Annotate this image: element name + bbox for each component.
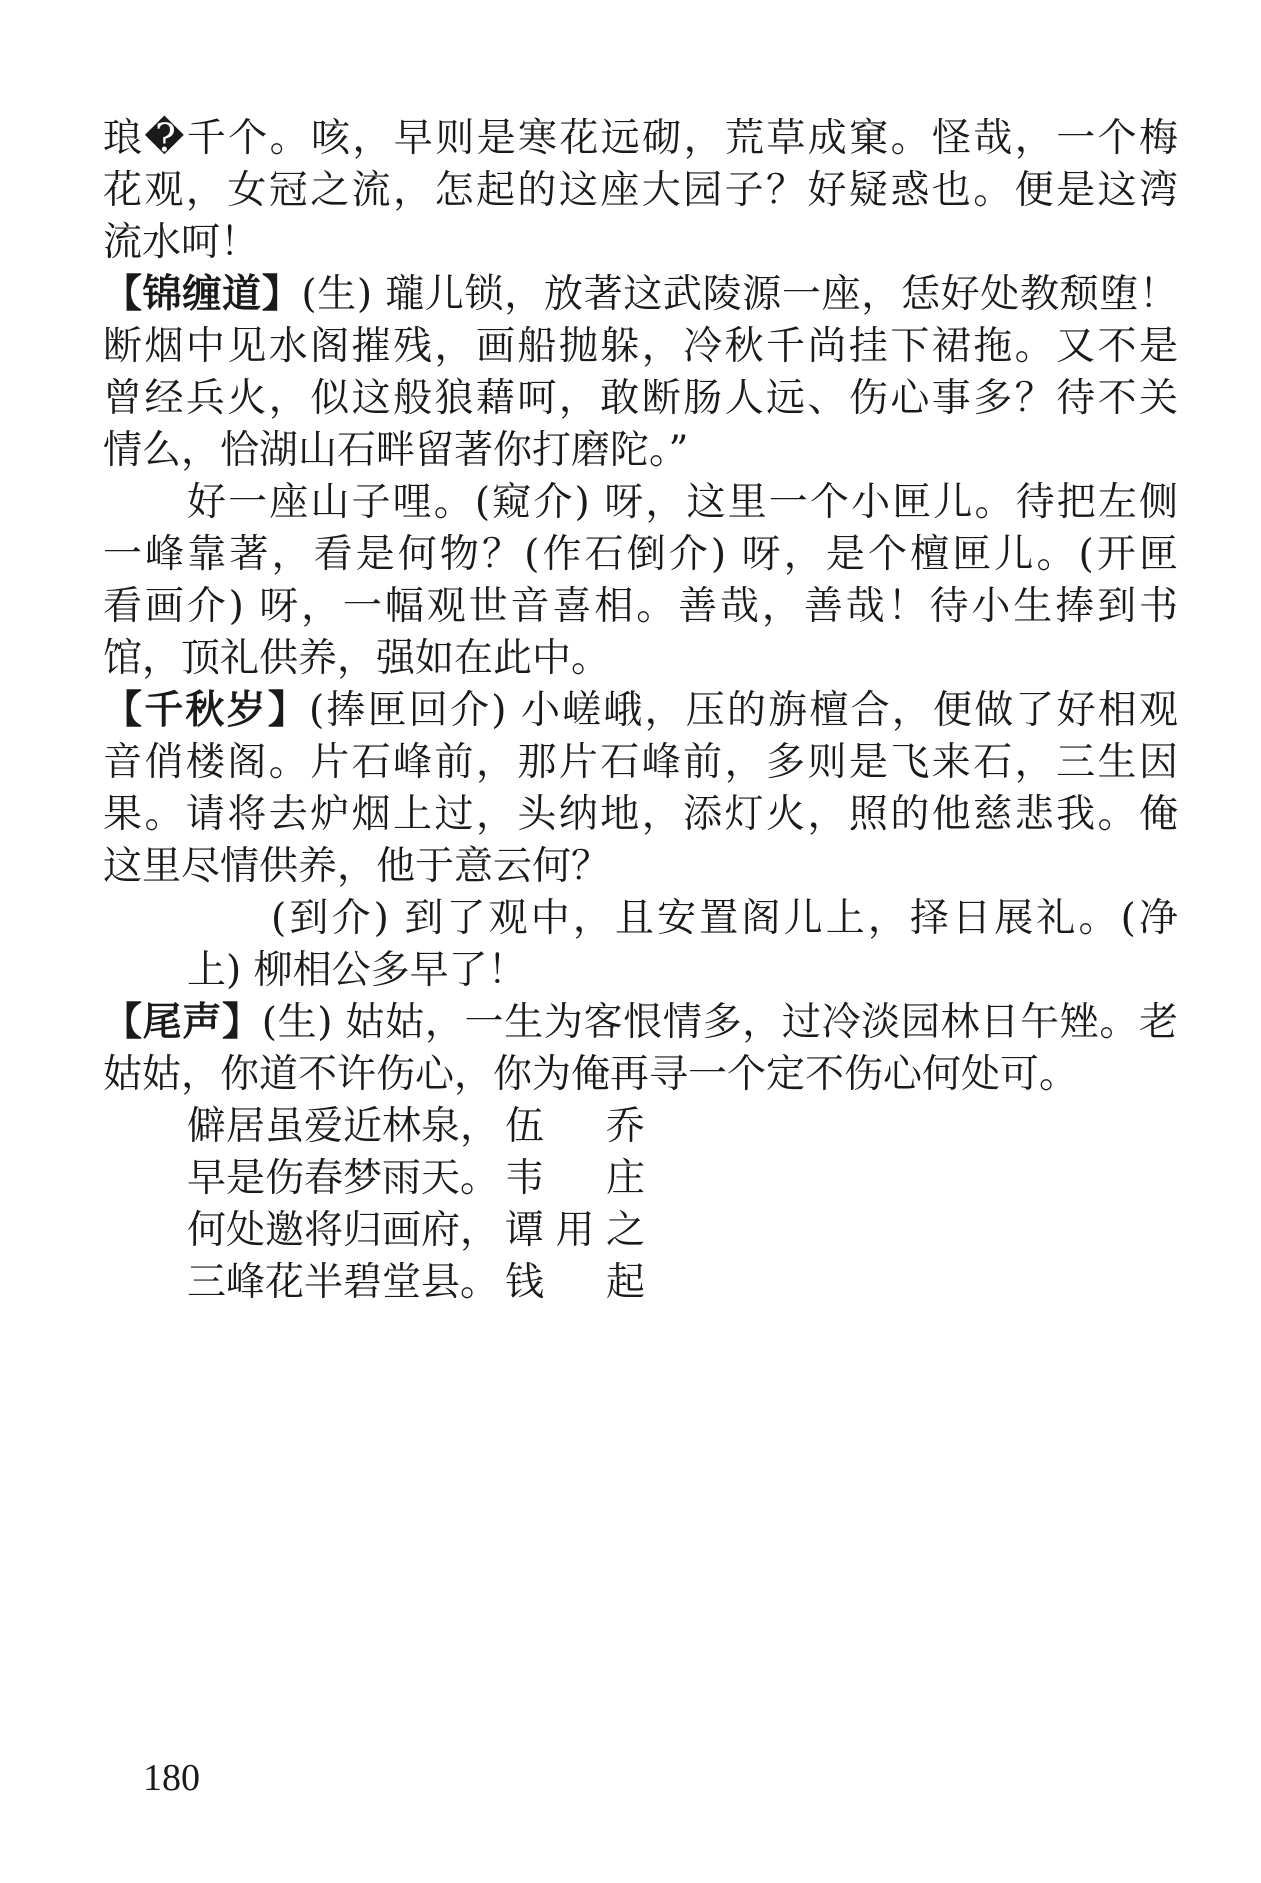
text-line: 音俏楼阁。片石峰前，那片石峰前，多则是飞来石，三生因 (103, 740, 1178, 785)
text-line: 果。请将去炉烟上过，头纳地，添灯火，照的他慈悲我。俺 (103, 792, 1178, 837)
poem-verse: 僻居虽爱近林泉， (187, 1104, 500, 1149)
tune-title: 【千秋岁】 (103, 688, 309, 733)
text-line: 看画介) 呀，一幅观世音喜相。善哉，善哉！待小生捧到书 (103, 584, 1178, 629)
text-line: 情么，恰湖山石畔留著你打磨陀。” (103, 428, 689, 473)
poem-author: 谭用之 (505, 1208, 646, 1253)
text-line: 馆，顶礼供养，强如在此中。 (103, 636, 611, 681)
lyric-text: (生) 瓏儿锁，放著这武陵源一座，恁好处教颓堕！ (301, 272, 1178, 317)
poem-verse: 何处邀将归画府， (187, 1208, 500, 1253)
text-line: 琅�千个。咳，早则是寒花远砌，荒草成窠。怪哉，一个梅 (103, 116, 1178, 161)
poem-author: 韦庄 (505, 1156, 646, 1201)
stage-direction: 上) 柳相公多早了！ (187, 948, 527, 993)
poem-author: 钱起 (505, 1260, 646, 1305)
tune-title: 【尾声】 (103, 1000, 262, 1045)
text-line: 断烟中见水阁摧残，画船抛躲，冷秋千尚挂下裙拖。又不是 (103, 324, 1178, 369)
poem-verse: 早是伤春梦雨天。 (187, 1156, 500, 1201)
poem-verse: 三峰花半碧堂县。 (187, 1260, 500, 1305)
poem-line (187, 1252, 645, 1314)
text-line: 流水呵！ (103, 220, 260, 265)
page-number: 180 (143, 1757, 200, 1799)
text-line: 一峰靠著，看是何物？(作石倒介) 呀，是个檀匣儿。(开匣 (103, 532, 1178, 577)
lyric-text: (生) 姑姑，一生为客恨情多，过冷淡园林日午矬。老 (261, 1000, 1178, 1045)
poem-author: 伍乔 (505, 1104, 646, 1149)
tune-title: 【锦缠道】 (103, 272, 302, 317)
lyric-text: (捧匣回介) 小嵯峨，压的旃檀合，便做了好相观 (309, 688, 1178, 733)
stage-direction: (到介) 到了观中，且安置阁儿上，择日展礼。(净 (271, 896, 1178, 941)
text-line: 这里尽情供养，他于意云何？ (103, 844, 611, 889)
text-line: 花观，女冠之流，怎起的这座大园子？好疑惑也。便是这湾 (103, 168, 1178, 213)
text-line: 姑姑，你道不许伤心，你为俺再寻一个定不伤心何处可。 (103, 1052, 1079, 1097)
text-line: 曾经兵火，似这般狼藉呵，敢断肠人远、伤心事多？待不关 (103, 376, 1178, 421)
text-line: 好一座山子哩。(窥介) 呀，这里一个小匣儿。待把左侧 (187, 480, 1178, 525)
